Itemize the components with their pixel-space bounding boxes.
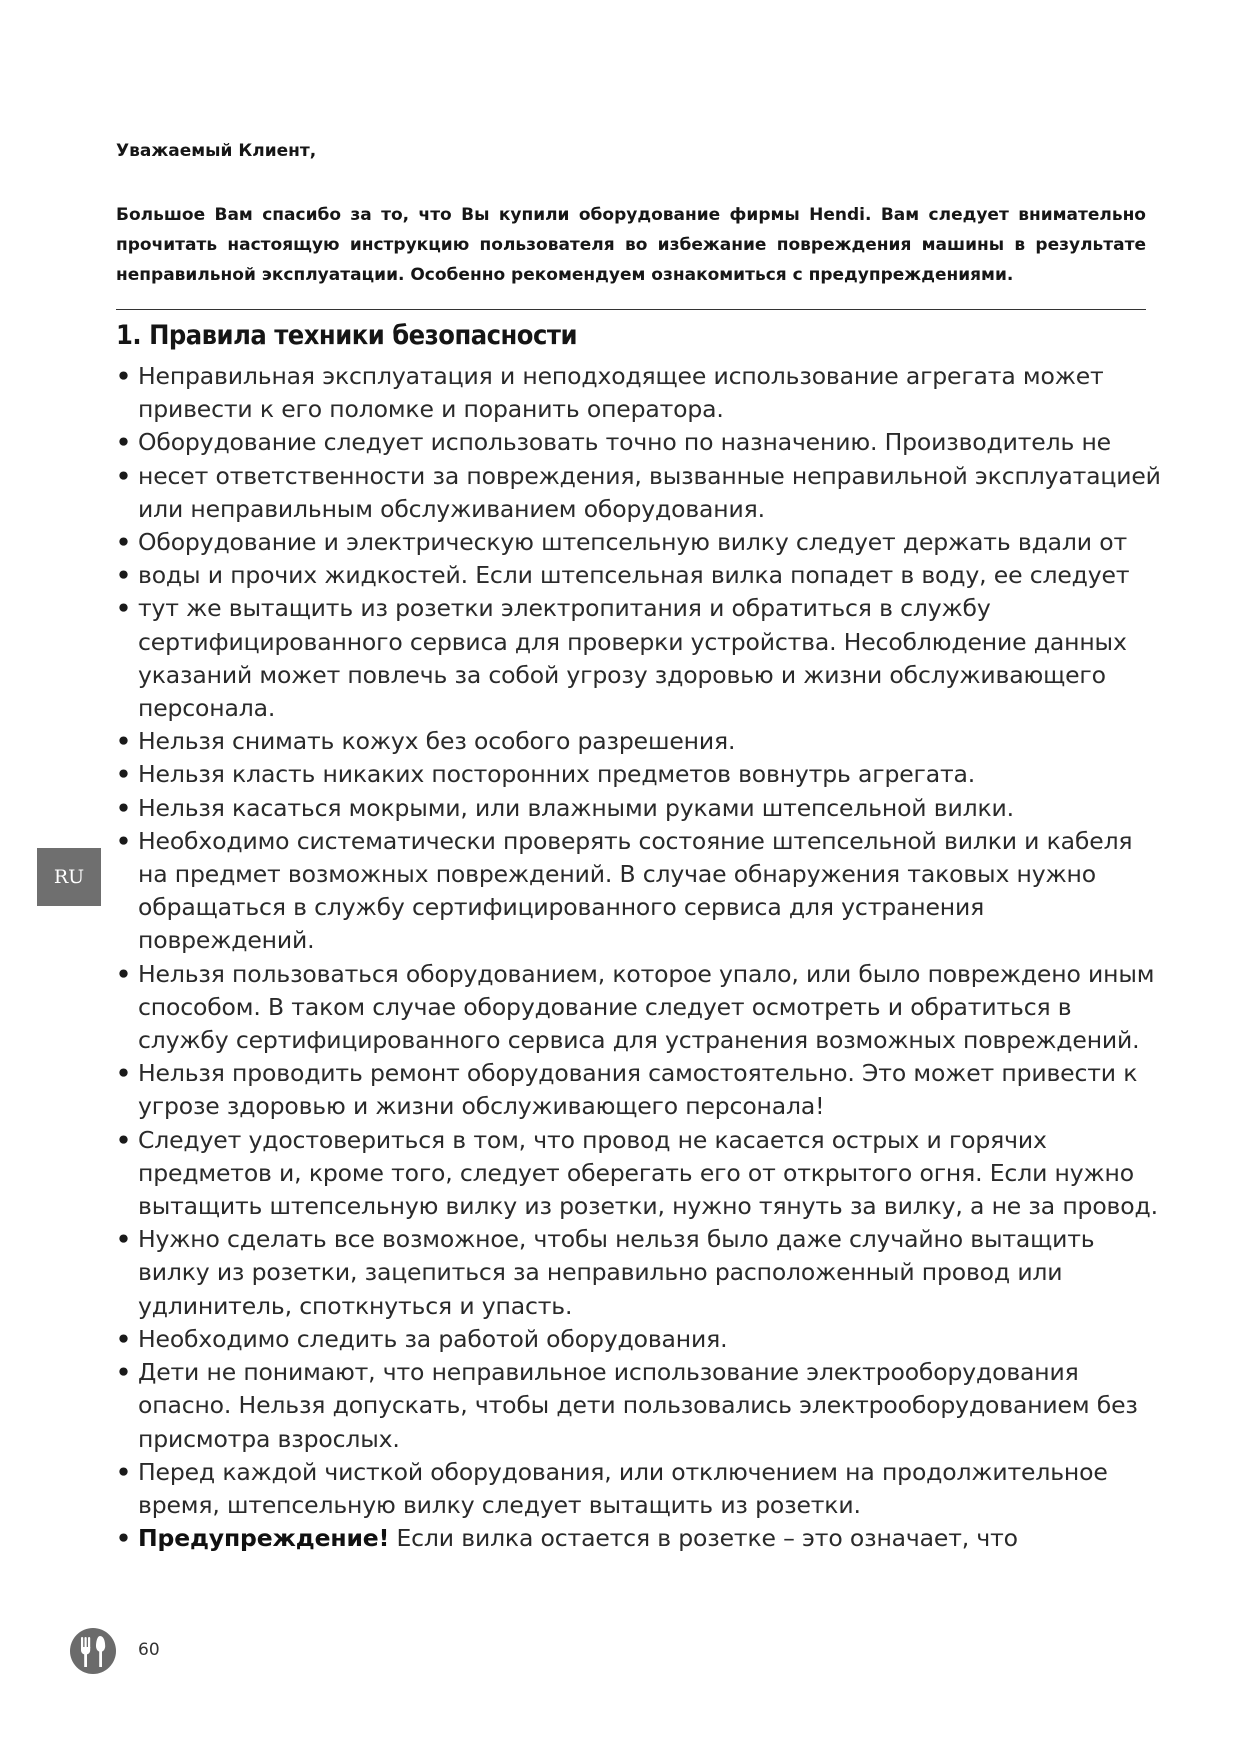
bullet-icon: • <box>116 594 131 623</box>
bullet-icon: • <box>116 1225 131 1254</box>
list-item-text: Нельзя проводить ремонт оборудования самостоятельно. Это может привести к угрозе здоровью и жизни обслуживающего персонала! <box>138 1059 1138 1121</box>
bullet-icon: • <box>116 826 131 855</box>
list-item-text: тут же вытащить из розетки электропитания и обратиться в службу сертифицированного сервиса для проверки устройства. Несоблюдение данных указаний может повлечь за собой угрозу здоровью и жизни обслуживающего персонала. <box>138 594 1127 723</box>
bullet-icon: • <box>116 760 131 789</box>
bullet-icon: • <box>116 362 131 390</box>
list-item <box>116 360 1166 426</box>
section-divider <box>116 309 1146 310</box>
page-number: 60 <box>138 1640 160 1660</box>
cutlery-logo-icon <box>69 1627 117 1675</box>
bullet-icon: • <box>116 1457 131 1486</box>
list-item-text: Необходимо систематически проверять состояние штепсельной вилки и кабеля на предмет возможных повреждений. В случае обнаружения таковых нужно обращаться в службу сертифицированного сервиса для устранения повреждений. <box>138 826 1133 955</box>
list-item <box>116 1057 1166 1123</box>
list-item <box>116 1356 1166 1456</box>
list-item <box>116 1223 1166 1323</box>
language-tab <box>37 848 101 906</box>
list-item-text: несет ответственности за повреждения, вызванные неправильной эксплуатацией или неправильным обслуживанием оборудования. <box>138 461 1161 523</box>
bullet-icon: • <box>116 793 131 822</box>
list-item-text: Нельзя пользоваться оборудованием, которое упало, или было повреждено иным способом. В таком случае оборудование следует осмотреть и обратиться в службу сертифицированного сервиса для устранения возможных повреждений. <box>138 959 1155 1055</box>
bullet-icon: • <box>116 1358 131 1387</box>
bullet-icon: • <box>116 959 131 988</box>
list-item-text: Нужно сделать все возможное, чтобы нельзя было даже случайно вытащить вилку из розетки, зацепиться за неправильно расположенный провод или удлинитель, споткнуться и упасть. <box>138 1225 1095 1320</box>
list-item-text: Необходимо следить за работой оборудования. <box>138 1324 728 1353</box>
list-item <box>116 426 1166 459</box>
list-item-text: Нельзя касаться мокрыми, или влажными руками штепсельной вилки. <box>138 793 1014 822</box>
list-item <box>116 792 1166 825</box>
list-item <box>116 825 1166 958</box>
warning-text: Если вилка остается в розетке – это означает, что <box>389 1524 1018 1553</box>
warning-item <box>116 1522 1166 1555</box>
language-label: RU <box>53 866 85 888</box>
bullet-icon: • <box>116 1059 131 1088</box>
list-item <box>116 559 1166 592</box>
intro-paragraph: Большое Вам спасибо за то, что Вы купили оборудование фирмы Hendi. Вам следует внимательно прочитать настоящую инструкцию пользователя во избежание повреждения машины в результате неправильной эксплуатации. Особенно рекомендуем ознакомиться с предупреждениями. <box>116 205 1146 285</box>
bullet-icon: • <box>116 461 131 490</box>
list-item-text: Нельзя снимать кожух без особого разрешения. <box>138 727 736 756</box>
list-item-text: воды и прочих жидкостей. Если штепсельная вилка попадет в воду, ее следует <box>138 561 1130 590</box>
list-item-text: Нельзя класть никаких посторонних предметов вовнутрь агрегата. <box>138 760 976 789</box>
list-item-text: Следует удостовериться в том, что провод не касается острых и горячих предметов и, кроме того, следует оберегать его от открытого огня. Если нужно вытащить штепсельную вилку из розетки, нужно тянуть за вилку, а не за провод. <box>138 1125 1158 1221</box>
safety-rules-list <box>116 360 1166 1555</box>
list-item <box>116 592 1166 725</box>
section-title: 1. Правила техники безопасности <box>116 320 577 351</box>
list-item <box>116 958 1166 1058</box>
greeting: Уважаемый Клиент, <box>116 141 317 161</box>
bullet-icon: • <box>116 428 131 457</box>
list-item <box>116 526 1166 559</box>
list-item-text: Неправильная эксплуатация и неподходящее использование агрегата может привести к его поломке и поранить оператора. <box>138 362 1104 424</box>
list-item-text: Оборудование и электрическую штепсельную вилку следует держать вдали от <box>138 528 1127 557</box>
list-item <box>116 725 1166 758</box>
bullet-icon: • <box>116 528 131 557</box>
list-item <box>116 1456 1166 1522</box>
list-item-text: Перед каждой чисткой оборудования, или отключением на продолжительное время, штепсельную вилку следует вытащить из розетки. <box>138 1457 1108 1519</box>
list-item <box>116 758 1166 791</box>
bullet-icon: • <box>116 561 131 590</box>
warning-label: Предупреждение! <box>138 1524 390 1553</box>
bullet-icon: • <box>116 727 131 756</box>
list-item <box>116 1124 1166 1224</box>
bullet-icon: • <box>116 1524 131 1553</box>
list-item-text: Дети не понимают, что неправильное использование электрооборудования опасно. Нельзя допускать, чтобы дети пользовались электрооборудованием без присмотра взрослых. <box>138 1358 1138 1453</box>
bullet-icon: • <box>116 1324 131 1353</box>
list-item <box>116 1323 1166 1356</box>
list-item-text: Оборудование следует использовать точно по назначению. Производитель не <box>138 428 1111 457</box>
bullet-icon: • <box>116 1125 131 1154</box>
list-item <box>116 460 1166 526</box>
